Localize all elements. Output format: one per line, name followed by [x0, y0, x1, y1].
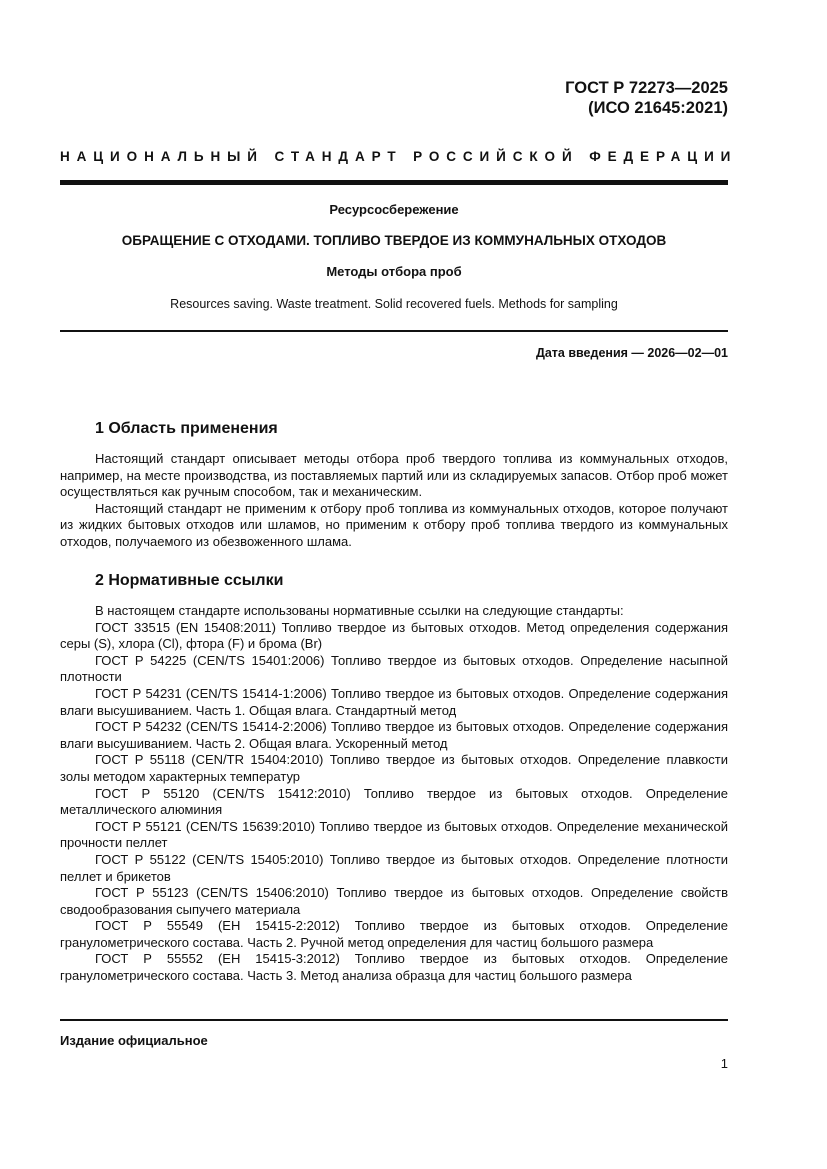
section-2-heading: 2 Нормативные ссылки	[95, 572, 284, 589]
paragraph: Настоящий стандарт не применим к отбору проб топлива из коммунальных отходов, которое получают из жидких бытовых отходов или шламов, но применим к отбору проб топлива твердого из коммунальных отходов, получаемого из обезвоженного шлама.	[60, 500, 728, 549]
reference-item: ГОСТ Р 55121 (CEN/TS 15639:2010) Топливо твердое из бытовых отходов. Определение механической прочности пеллет	[60, 818, 728, 851]
reference-item: ГОСТ Р 55118 (CEN/TR 15404:2010) Топливо твердое из бытовых отходов. Определение плавкости золы методом характерных температур	[60, 752, 728, 784]
section-1-body	[60, 451, 728, 551]
title-category: Ресурсосбережение	[329, 202, 459, 217]
paragraph: В настоящем стандарте использованы нормативные ссылки на следующие стандарты:	[95, 603, 624, 618]
reference-item: ГОСТ Р 55120 (CEN/TS 15412:2010) Топливо твердое из бытовых отходов. Определение металлического алюминия	[60, 785, 728, 818]
national-standard-banner: НАЦИОНАЛЬНЫЙ СТАНДАРТ РОССИЙСКОЙ ФЕДЕРАЦИИ	[60, 149, 738, 164]
gost-code: ГОСТ Р 72273—2025	[565, 79, 728, 97]
section-2-body	[60, 603, 728, 985]
official-edition-label: Издание официальное	[60, 1033, 208, 1048]
page-number: 1	[720, 1056, 728, 1071]
header-divider	[60, 180, 728, 185]
reference-item: ГОСТ Р 55552 (EH 15415-3:2012) Топливо твердое из бытовых отходов. Определение гранулометрического состава. Часть 3. Метод анализа образца для частиц большого размера	[60, 951, 728, 984]
reference-item: ГОСТ Р 55122 (CEN/TS 15405:2010) Топливо твердое из бытовых отходов. Определение плотности пеллет и брикетов	[60, 851, 728, 884]
paragraph: Настоящий стандарт описывает методы отбора проб твердого топлива из коммунальных отходов, например, на месте производства, из поставляемых партий или из складируемых запасов. Отбор проб может осуществляться как ручным способом, так и механическим.	[60, 451, 728, 500]
reference-item: ГОСТ Р 55123 (CEN/TS 15406:2010) Топливо твердое из бытовых отходов. Определение свойств сводообразования сыпучего материала	[60, 885, 728, 917]
reference-item: ГОСТ Р 55549 (EH 15415-2:2012) Топливо твердое из бытовых отходов. Определение гранулометрического состава. Часть 2. Ручной метод определения для частиц большого размера	[60, 918, 728, 950]
reference-item: ГОСТ 33515 (EN 15408:2011) Топливо твердое из бытовых отходов. Метод определения содержания серы (S), хлора (Cl), фтора (F) и брома (Br)	[60, 619, 728, 652]
title-english: Resources saving. Waste treatment. Solid recovered fuels. Methods for sampling	[170, 297, 618, 311]
reference-item: ГОСТ Р 54225 (CEN/TS 15401:2006) Топливо твердое из бытовых отходов. Определение насыпной плотности	[60, 652, 728, 685]
reference-item: ГОСТ Р 54232 (CEN/TS 15414-2:2006) Топливо твердое из бытовых отходов. Определение содержания влаги высушиванием. Часть 2. Общая влага. Ускоренный метод	[60, 719, 728, 751]
iso-code: (ИСО 21645:2021)	[588, 99, 728, 117]
reference-item: ГОСТ Р 54231 (CEN/TS 15414-1:2006) Топливо твердое из бытовых отходов. Определение содержания влаги высушиванием. Часть 1. Общая влага. Стандартный метод	[60, 685, 728, 718]
title-divider	[60, 330, 728, 332]
footer-divider	[60, 1019, 728, 1021]
introduction-date: Дата введения — 2026—02—01	[535, 346, 728, 360]
title-sub: Методы отбора проб	[326, 264, 462, 279]
section-1-heading: 1 Область применения	[95, 420, 278, 437]
title-main: ОБРАЩЕНИЕ С ОТХОДАМИ. ТОПЛИВО ТВЕРДОЕ ИЗ КОММУНАЛЬНЫХ ОТХОДОВ	[121, 233, 667, 248]
